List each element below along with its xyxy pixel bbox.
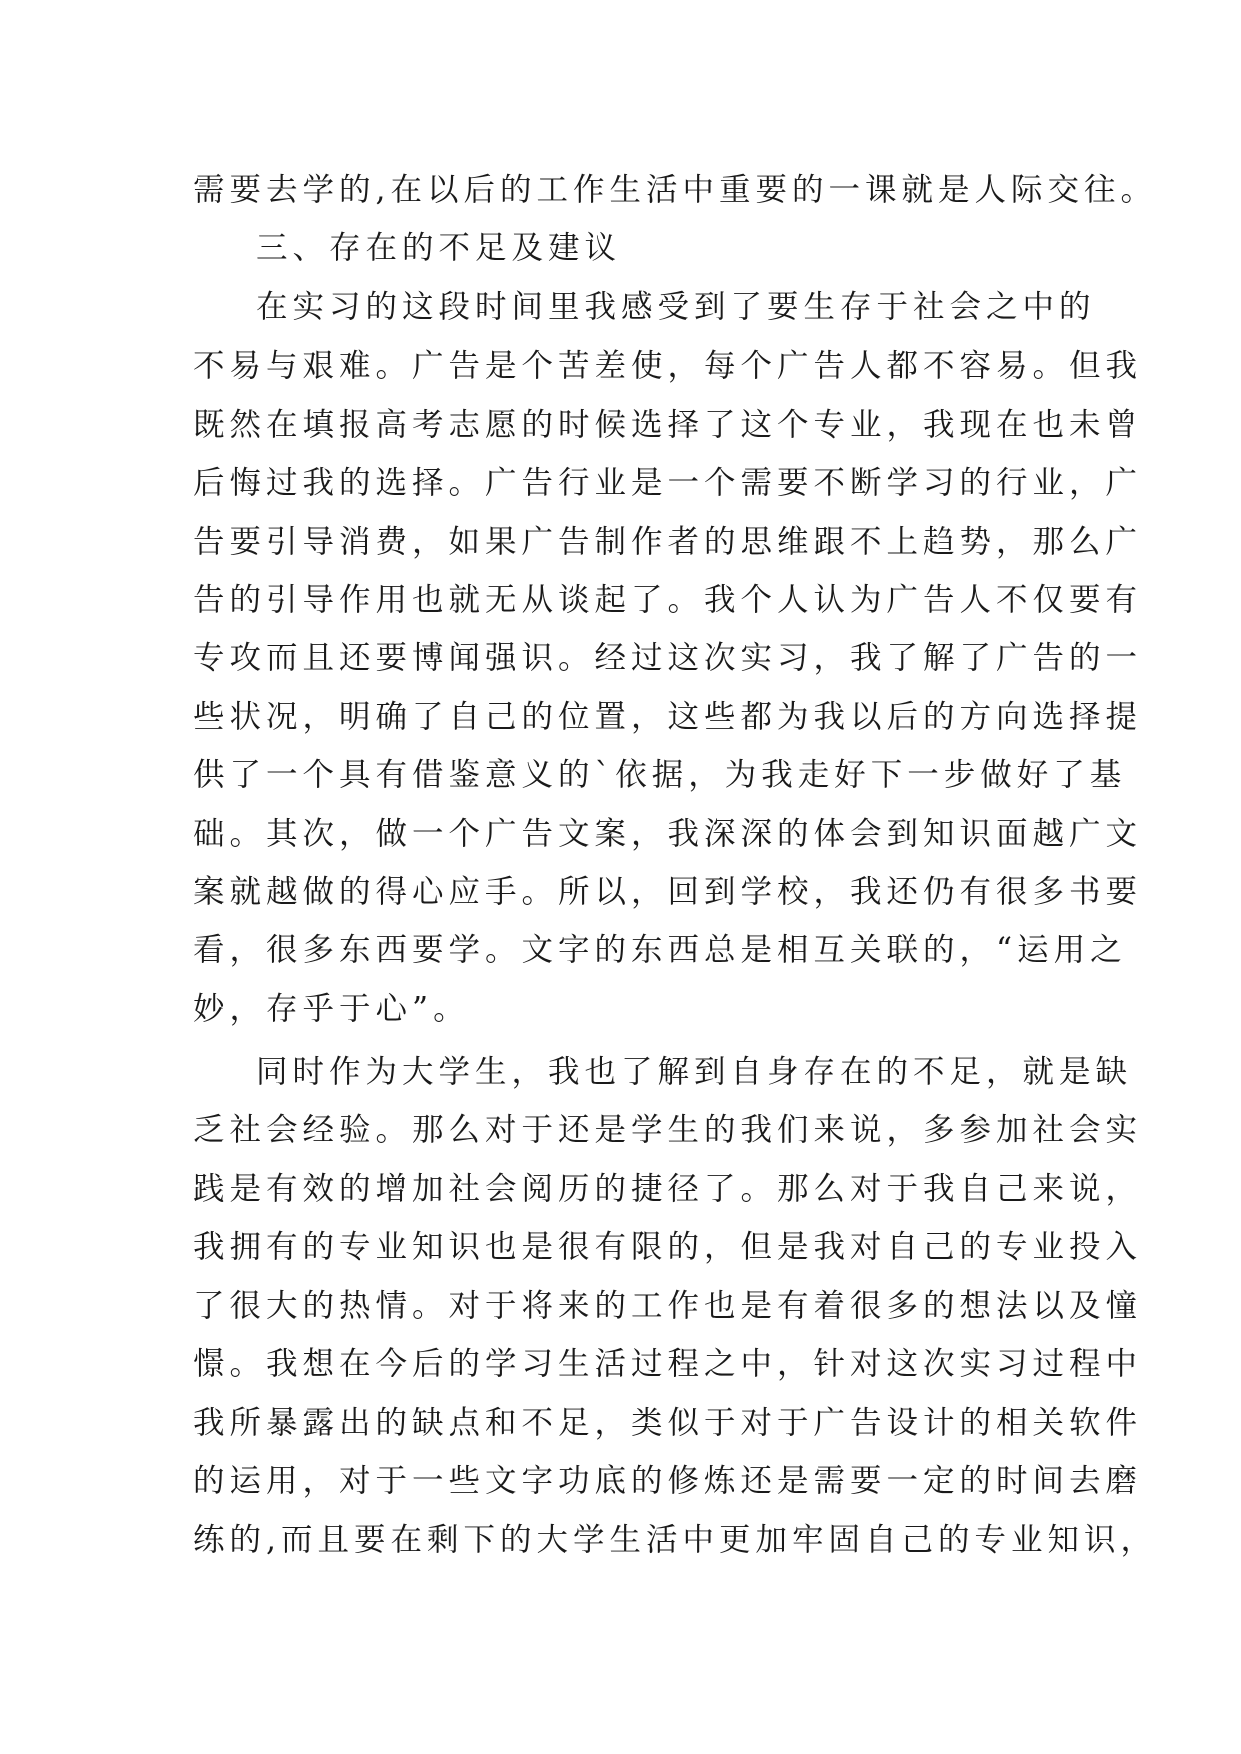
paragraph-line: 了很大的热情。对于将来的工作也是有着很多的想法以及憧 bbox=[193, 1288, 1143, 1324]
paragraph-line: 练的,而且要在剩下的大学生活中更加牢固自己的专业知识， bbox=[193, 1522, 1158, 1558]
paragraph-line: 不易与艰难。广告是个苦差使，每个广告人都不容易。但我 bbox=[193, 348, 1143, 384]
text-line: 需要去学的,在以后的工作生活中重要的一课就是人际交往。 bbox=[193, 172, 1158, 208]
paragraph-line: 后悔过我的选择。广告行业是一个需要不断学习的行业，广 bbox=[193, 465, 1143, 501]
paragraph-line: 供了一个具有借鉴意义的`依据，为我走好下一步做好了基 bbox=[193, 757, 1127, 793]
paragraph-line: 在实习的这段时间里我感受到了要生存于社会之中的 bbox=[256, 289, 1096, 325]
paragraph-line: 践是有效的增加社会阅历的捷径了。那么对于我自己来说， bbox=[193, 1171, 1143, 1207]
paragraph-line: 妙，存乎于心”。 bbox=[193, 991, 470, 1027]
paragraph-line: 既然在填报高考志愿的时候选择了这个专业，我现在也未曾 bbox=[193, 407, 1143, 443]
section-heading: 三、存在的不足及建议 bbox=[256, 230, 622, 266]
paragraph-line: 案就越做的得心应手。所以，回到学校，我还仍有很多书要 bbox=[193, 874, 1143, 910]
paragraph-line: 同时作为大学生，我也了解到自身存在的不足，就是缺 bbox=[256, 1054, 1133, 1090]
paragraph-line: 专攻而且还要博闻强识。经过这次实习，我了解了广告的一 bbox=[193, 640, 1143, 676]
paragraph-line: 告的引导作用也就无从谈起了。我个人认为广告人不仅要有 bbox=[193, 582, 1143, 618]
paragraph-line: 憬。我想在今后的学习生活过程之中，针对这次实习过程中 bbox=[193, 1346, 1143, 1382]
paragraph-line: 看，很多东西要学。文字的东西总是相互关联的，“运用之 bbox=[193, 932, 1127, 968]
paragraph-line: 些状况，明确了自己的位置，这些都为我以后的方向选择提 bbox=[193, 699, 1143, 735]
paragraph-line: 础。其次，做一个广告文案，我深深的体会到知识面越广文 bbox=[193, 816, 1143, 852]
paragraph-line: 我拥有的专业知识也是很有限的，但是我对自己的专业投入 bbox=[193, 1229, 1143, 1265]
paragraph-line: 乏社会经验。那么对于还是学生的我们来说，多参加社会实 bbox=[193, 1112, 1143, 1148]
paragraph-line: 的运用，对于一些文字功底的修炼还是需要一定的时间去磨 bbox=[193, 1463, 1143, 1499]
paragraph-line: 告要引导消费，如果广告制作者的思维跟不上趋势，那么广 bbox=[193, 524, 1143, 560]
paragraph-line: 我所暴露出的缺点和不足，类似于对于广告设计的相关软件 bbox=[193, 1405, 1143, 1441]
